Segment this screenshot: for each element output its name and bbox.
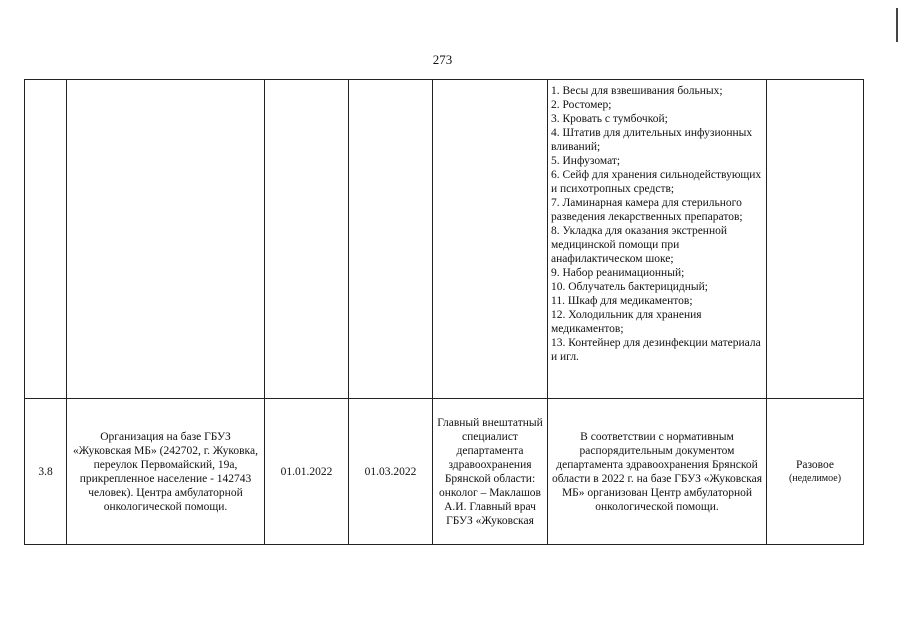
activity-result: В соответствии с нормативным распорядительным документом департамента здравоохранения Брянской области в 2022 г. на базе ГБУЗ «Жуковская МБ» организован Центр амбулаторной онкологической помощи. [548,399,767,545]
list-item: 8. Укладка для оказания экстренной медицинской помощи при анафилактическом шоке; [551,225,728,265]
type-main: Разовое [795,458,835,471]
cell-start-empty [265,80,349,399]
list-item: 7. Ламинарная камера для стерильного разведения лекарственных препаратов; [551,197,743,223]
type-note: (неделимое) [788,472,842,484]
list-item: 11. Шкаф для медикаментов; [551,295,693,307]
cell-type-empty [767,80,864,399]
list-item: 6. Сейф для хранения сильнодействующих и психотропных средств; [551,169,762,195]
cell-equipment [548,80,767,399]
cell-end-empty [349,80,433,399]
margin-mark [896,8,898,42]
list-item: 9. Набор реанимационный; [551,267,685,279]
list-item: 4. Штатив для длительных инфузионных вливаний; [551,127,753,153]
activity-type [767,399,864,545]
activity-description: Организация на базе ГБУЗ «Жуковская МБ» (242702, г. Жуковка, переулок Первомайский, 19а, прикрепленное население - 142743 человек). Центра амбулаторной онкологической помощи. [67,399,265,545]
cell-number-empty [25,80,67,399]
list-item: 13. Контейнер для дезинфекции материала и игл. [551,337,761,363]
cell-activity-empty [67,80,265,399]
table-row [25,399,864,545]
list-item: 1. Весы для взвешивания больных; [551,85,723,97]
list-item: 3. Кровать с тумбочкой; [551,113,668,125]
list-item: 12. Холодильник для хранения медикаментов; [551,309,702,335]
activities-table [24,79,864,545]
row-number: 3.8 [25,399,67,545]
table-row [25,80,864,399]
end-date: 01.03.2022 [349,399,433,545]
page-number: 273 [432,52,453,67]
start-date: 01.01.2022 [265,399,349,545]
list-item: 10. Облучатель бактерицидный; [551,281,709,293]
cell-responsible-empty [433,80,548,399]
responsible-person: Главный внештатный специалист департамента здравоохранения Брянской области: онколог – Маклашов А.И. Главный врач ГБУЗ «Жуковская [433,399,548,545]
list-item: 5. Инфузомат; [551,155,621,167]
list-item: 2. Ростомер; [551,99,612,111]
equipment-list [551,84,763,364]
